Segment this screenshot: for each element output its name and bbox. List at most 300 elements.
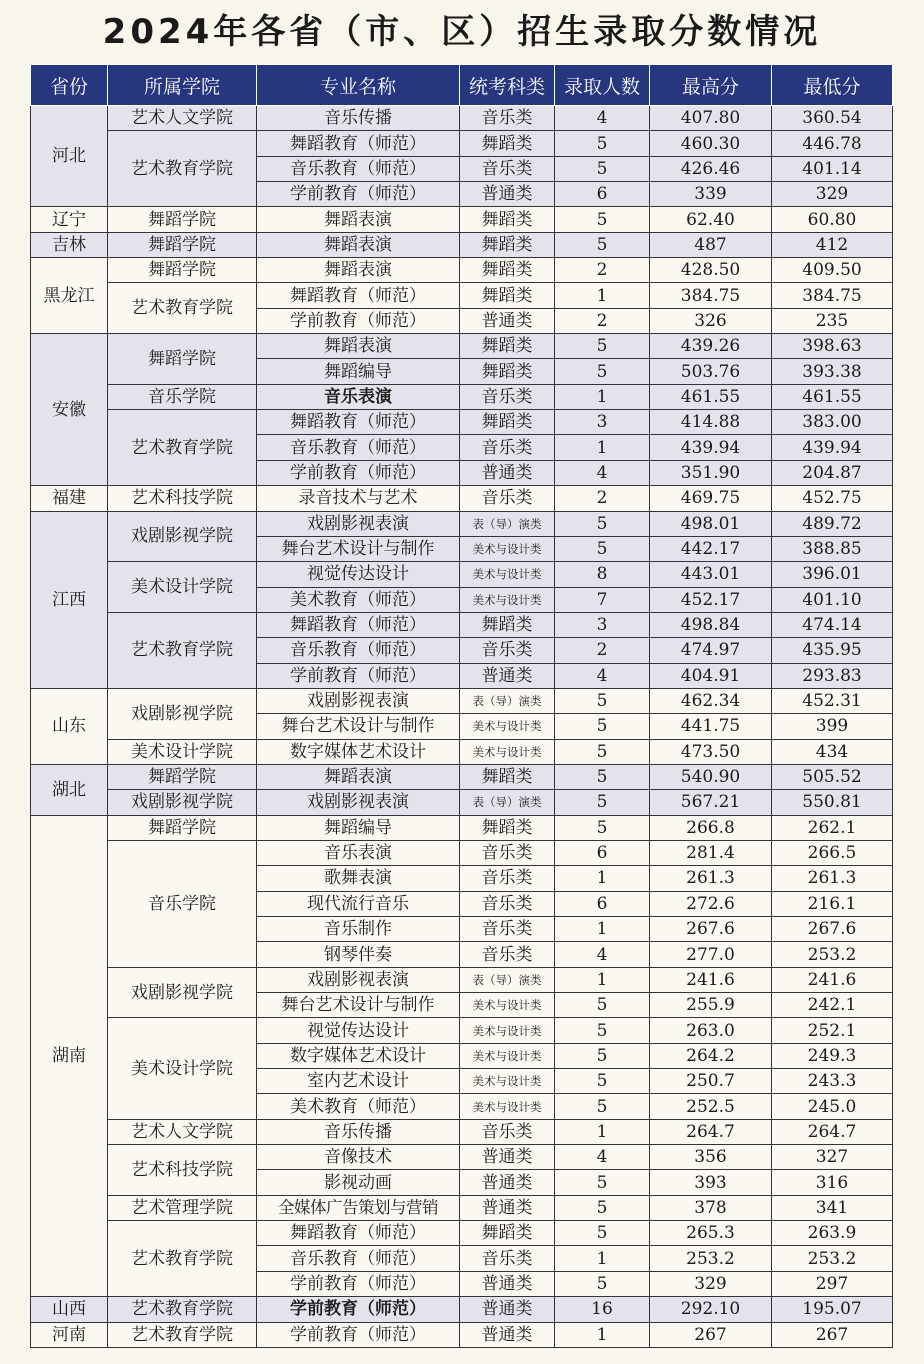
- table-row: [31, 612, 893, 637]
- major-cell: 舞蹈表演: [257, 232, 460, 257]
- max-score-cell: 281.4: [650, 840, 772, 865]
- max-score-cell: 439.94: [650, 435, 772, 460]
- admitted-count-cell: 4: [555, 460, 650, 485]
- college-cell: 舞蹈学院: [108, 258, 257, 283]
- admitted-count-cell: 2: [555, 258, 650, 283]
- max-score-cell: 378: [650, 1195, 772, 1220]
- max-score-cell: 326: [650, 308, 772, 333]
- exam-category-cell: 音乐类: [460, 942, 555, 967]
- min-score-cell: 412: [772, 232, 893, 257]
- max-score-cell: 264.2: [650, 1043, 772, 1068]
- admitted-count-cell: 6: [555, 182, 650, 207]
- table-row: [31, 1018, 893, 1043]
- table-row: [31, 1145, 893, 1170]
- max-score-cell: 393: [650, 1170, 772, 1195]
- min-score-cell: 252.1: [772, 1018, 893, 1043]
- admitted-count-cell: 5: [555, 993, 650, 1018]
- admitted-count-cell: 4: [555, 106, 650, 131]
- province-cell: 安徽: [31, 334, 108, 486]
- table-row: [31, 207, 893, 232]
- exam-category-cell: 舞蹈类: [460, 359, 555, 384]
- major-cell: 音乐表演: [257, 840, 460, 865]
- exam-category-cell: 普通类: [460, 182, 555, 207]
- exam-category-cell: 舞蹈类: [460, 334, 555, 359]
- table-row: [31, 106, 893, 131]
- admitted-count-cell: 5: [555, 1170, 650, 1195]
- max-score-cell: 267.6: [650, 917, 772, 942]
- college-cell: 戏剧影视学院: [108, 967, 257, 1018]
- exam-category-cell: 普通类: [460, 1271, 555, 1296]
- college-cell: 艺术科技学院: [108, 486, 257, 511]
- college-cell: 舞蹈学院: [108, 764, 257, 789]
- major-cell: 视觉传达设计: [257, 1018, 460, 1043]
- admitted-count-cell: 1: [555, 866, 650, 891]
- min-score-cell: 452.31: [772, 688, 893, 713]
- admitted-count-cell: 2: [555, 308, 650, 333]
- table-row: [31, 790, 893, 815]
- major-cell: 影视动画: [257, 1170, 460, 1195]
- max-score-cell: 441.75: [650, 714, 772, 739]
- max-score-cell: 339: [650, 182, 772, 207]
- max-score-cell: 277.0: [650, 942, 772, 967]
- table-row: [31, 562, 893, 587]
- max-score-cell: 452.17: [650, 587, 772, 612]
- min-score-cell: 327: [772, 1145, 893, 1170]
- header-admitted-count: 录取人数: [555, 65, 650, 106]
- exam-category-cell: 音乐类: [460, 638, 555, 663]
- max-score-cell: 292.10: [650, 1297, 772, 1322]
- major-cell: 歌舞表演: [257, 866, 460, 891]
- table-row: [31, 1195, 893, 1220]
- college-cell: 音乐学院: [108, 384, 257, 409]
- major-cell: 学前教育（师范）: [257, 663, 460, 688]
- admitted-count-cell: 4: [555, 663, 650, 688]
- min-score-cell: 261.3: [772, 866, 893, 891]
- max-score-cell: 428.50: [650, 258, 772, 283]
- college-cell: 艺术人文学院: [108, 106, 257, 131]
- admitted-count-cell: 5: [555, 156, 650, 181]
- college-cell: 艺术教育学院: [108, 1322, 257, 1347]
- admitted-count-cell: 5: [555, 1043, 650, 1068]
- admitted-count-cell: 3: [555, 410, 650, 435]
- exam-category-cell: 美术与设计类: [460, 1069, 555, 1094]
- admitted-count-cell: 5: [555, 764, 650, 789]
- major-cell: 舞蹈编导: [257, 815, 460, 840]
- exam-category-cell: 美术与设计类: [460, 1018, 555, 1043]
- table-row: [31, 739, 893, 764]
- min-score-cell: 398.63: [772, 334, 893, 359]
- min-score-cell: 262.1: [772, 815, 893, 840]
- min-score-cell: 243.3: [772, 1069, 893, 1094]
- admitted-count-cell: 5: [555, 131, 650, 156]
- max-score-cell: 442.17: [650, 536, 772, 561]
- college-cell: 艺术科技学院: [108, 1145, 257, 1196]
- province-cell: 山西: [31, 1297, 108, 1322]
- max-score-cell: 329: [650, 1271, 772, 1296]
- min-score-cell: 264.7: [772, 1119, 893, 1144]
- college-cell: 戏剧影视学院: [108, 511, 257, 562]
- exam-category-cell: 音乐类: [460, 384, 555, 409]
- admitted-count-cell: 16: [555, 1297, 650, 1322]
- major-cell: 学前教育（师范）: [257, 460, 460, 485]
- province-cell: 黑龙江: [31, 258, 108, 334]
- admitted-count-cell: 4: [555, 1145, 650, 1170]
- admitted-count-cell: 5: [555, 207, 650, 232]
- college-cell: 艺术教育学院: [108, 131, 257, 207]
- exam-category-cell: 普通类: [460, 1170, 555, 1195]
- exam-category-cell: 美术与设计类: [460, 536, 555, 561]
- max-score-cell: 261.3: [650, 866, 772, 891]
- table-row: [31, 283, 893, 308]
- max-score-cell: 473.50: [650, 739, 772, 764]
- exam-category-cell: 舞蹈类: [460, 410, 555, 435]
- exam-category-cell: 美术与设计类: [460, 1043, 555, 1068]
- exam-category-cell: 表（导）演类: [460, 790, 555, 815]
- major-cell: 学前教育（师范）: [257, 308, 460, 333]
- college-cell: 艺术教育学院: [108, 410, 257, 486]
- major-cell: 舞蹈教育（师范）: [257, 612, 460, 637]
- table-body: [31, 106, 893, 1348]
- max-score-cell: 253.2: [650, 1246, 772, 1271]
- min-score-cell: 263.9: [772, 1221, 893, 1246]
- table-row: [31, 815, 893, 840]
- min-score-cell: 316: [772, 1170, 893, 1195]
- admitted-count-cell: 4: [555, 942, 650, 967]
- province-cell: 湖南: [31, 815, 108, 1297]
- admitted-count-cell: 2: [555, 486, 650, 511]
- exam-category-cell: 美术与设计类: [460, 993, 555, 1018]
- max-score-cell: 266.8: [650, 815, 772, 840]
- exam-category-cell: 普通类: [460, 1195, 555, 1220]
- max-score-cell: 487: [650, 232, 772, 257]
- admitted-count-cell: 8: [555, 562, 650, 587]
- major-cell: 钢琴伴奏: [257, 942, 460, 967]
- college-cell: 音乐学院: [108, 840, 257, 967]
- province-cell: 江西: [31, 511, 108, 688]
- admitted-count-cell: 1: [555, 1119, 650, 1144]
- exam-category-cell: 舞蹈类: [460, 232, 555, 257]
- page-title: 2024年各省（市、区）招生录取分数情况: [102, 12, 822, 52]
- table-row: [31, 334, 893, 359]
- max-score-cell: 461.55: [650, 384, 772, 409]
- max-score-cell: 250.7: [650, 1069, 772, 1094]
- min-score-cell: 505.52: [772, 764, 893, 789]
- college-cell: 舞蹈学院: [108, 207, 257, 232]
- min-score-cell: 384.75: [772, 283, 893, 308]
- admitted-count-cell: 5: [555, 359, 650, 384]
- table-row: [31, 410, 893, 435]
- major-cell: 美术教育（师范）: [257, 1094, 460, 1119]
- min-score-cell: 253.2: [772, 942, 893, 967]
- major-cell: 舞台艺术设计与制作: [257, 714, 460, 739]
- major-cell: 戏剧影视表演: [257, 967, 460, 992]
- min-score-cell: 267.6: [772, 917, 893, 942]
- min-score-cell: 393.38: [772, 359, 893, 384]
- max-score-cell: 498.01: [650, 511, 772, 536]
- min-score-cell: 489.72: [772, 511, 893, 536]
- admitted-count-cell: 5: [555, 815, 650, 840]
- min-score-cell: 399: [772, 714, 893, 739]
- max-score-cell: 356: [650, 1145, 772, 1170]
- max-score-cell: 264.7: [650, 1119, 772, 1144]
- admitted-count-cell: 5: [555, 1094, 650, 1119]
- max-score-cell: 263.0: [650, 1018, 772, 1043]
- max-score-cell: 62.40: [650, 207, 772, 232]
- exam-category-cell: 音乐类: [460, 156, 555, 181]
- admitted-count-cell: 5: [555, 790, 650, 815]
- max-score-cell: 474.97: [650, 638, 772, 663]
- table-row: [31, 131, 893, 156]
- major-cell: 舞台艺术设计与制作: [257, 993, 460, 1018]
- major-cell: 舞蹈表演: [257, 258, 460, 283]
- admitted-count-cell: 5: [555, 1069, 650, 1094]
- min-score-cell: 253.2: [772, 1246, 893, 1271]
- min-score-cell: 297: [772, 1271, 893, 1296]
- max-score-cell: 460.30: [650, 131, 772, 156]
- college-cell: 舞蹈学院: [108, 232, 257, 257]
- admitted-count-cell: 5: [555, 688, 650, 713]
- exam-category-cell: 舞蹈类: [460, 207, 555, 232]
- admitted-count-cell: 1: [555, 283, 650, 308]
- min-score-cell: 388.85: [772, 536, 893, 561]
- exam-category-cell: 表（导）演类: [460, 511, 555, 536]
- min-score-cell: 550.81: [772, 790, 893, 815]
- max-score-cell: 414.88: [650, 410, 772, 435]
- college-cell: 舞蹈学院: [108, 334, 257, 385]
- exam-category-cell: 普通类: [460, 460, 555, 485]
- exam-category-cell: 表（导）演类: [460, 967, 555, 992]
- max-score-cell: 252.5: [650, 1094, 772, 1119]
- college-cell: 艺术教育学院: [108, 612, 257, 688]
- exam-category-cell: 美术与设计类: [460, 1094, 555, 1119]
- min-score-cell: 409.50: [772, 258, 893, 283]
- admission-score-table: [30, 64, 893, 1348]
- min-score-cell: 329: [772, 182, 893, 207]
- min-score-cell: 216.1: [772, 891, 893, 916]
- major-cell: 舞蹈表演: [257, 207, 460, 232]
- max-score-cell: 404.91: [650, 663, 772, 688]
- header-min-score: 最低分: [772, 65, 893, 106]
- admitted-count-cell: 5: [555, 232, 650, 257]
- exam-category-cell: 舞蹈类: [460, 258, 555, 283]
- min-score-cell: 293.83: [772, 663, 893, 688]
- table-row: [31, 688, 893, 713]
- min-score-cell: 435.95: [772, 638, 893, 663]
- exam-category-cell: 普通类: [460, 1297, 555, 1322]
- college-cell: 美术设计学院: [108, 562, 257, 613]
- max-score-cell: 462.34: [650, 688, 772, 713]
- major-cell: 室内艺术设计: [257, 1069, 460, 1094]
- major-cell: 舞蹈表演: [257, 764, 460, 789]
- admitted-count-cell: 6: [555, 840, 650, 865]
- admitted-count-cell: 5: [555, 1195, 650, 1220]
- province-cell: 福建: [31, 486, 108, 511]
- exam-category-cell: 美术与设计类: [460, 587, 555, 612]
- table-row: [31, 1119, 893, 1144]
- min-score-cell: 396.01: [772, 562, 893, 587]
- major-cell: 舞蹈教育（师范）: [257, 131, 460, 156]
- admitted-count-cell: 7: [555, 587, 650, 612]
- admitted-count-cell: 1: [555, 967, 650, 992]
- exam-category-cell: 普通类: [460, 1322, 555, 1347]
- major-cell: 音乐传播: [257, 1119, 460, 1144]
- exam-category-cell: 音乐类: [460, 435, 555, 460]
- max-score-cell: 567.21: [650, 790, 772, 815]
- min-score-cell: 461.55: [772, 384, 893, 409]
- exam-category-cell: 音乐类: [460, 891, 555, 916]
- header-province: 省份: [31, 65, 108, 106]
- college-cell: 舞蹈学院: [108, 815, 257, 840]
- exam-category-cell: 舞蹈类: [460, 612, 555, 637]
- admitted-count-cell: 5: [555, 1221, 650, 1246]
- min-score-cell: 383.00: [772, 410, 893, 435]
- min-score-cell: 266.5: [772, 840, 893, 865]
- college-cell: 艺术教育学院: [108, 283, 257, 334]
- major-cell: 舞蹈教育（师范）: [257, 283, 460, 308]
- table-row: [31, 967, 893, 992]
- min-score-cell: 434: [772, 739, 893, 764]
- exam-category-cell: 音乐类: [460, 106, 555, 131]
- max-score-cell: 272.6: [650, 891, 772, 916]
- header-college: 所属学院: [108, 65, 257, 106]
- exam-category-cell: 舞蹈类: [460, 764, 555, 789]
- min-score-cell: 341: [772, 1195, 893, 1220]
- major-cell: 全媒体广告策划与营销: [257, 1195, 460, 1220]
- exam-category-cell: 普通类: [460, 663, 555, 688]
- table-row: [31, 258, 893, 283]
- max-score-cell: 407.80: [650, 106, 772, 131]
- table-header-row: [31, 65, 893, 106]
- table-row: [31, 232, 893, 257]
- max-score-cell: 443.01: [650, 562, 772, 587]
- max-score-cell: 255.9: [650, 993, 772, 1018]
- province-cell: 山东: [31, 688, 108, 764]
- min-score-cell: 249.3: [772, 1043, 893, 1068]
- major-cell: 学前教育（师范）: [257, 1271, 460, 1296]
- major-cell: 数字媒体艺术设计: [257, 1043, 460, 1068]
- header-max-score: 最高分: [650, 65, 772, 106]
- major-cell: 数字媒体艺术设计: [257, 739, 460, 764]
- min-score-cell: 60.80: [772, 207, 893, 232]
- major-cell: 学前教育（师范）: [257, 1297, 460, 1322]
- major-cell: 录音技术与艺术: [257, 486, 460, 511]
- min-score-cell: 439.94: [772, 435, 893, 460]
- max-score-cell: 384.75: [650, 283, 772, 308]
- college-cell: 美术设计学院: [108, 1018, 257, 1119]
- admitted-count-cell: 5: [555, 714, 650, 739]
- header-exam-category: 统考科类: [460, 65, 555, 106]
- province-cell: 辽宁: [31, 207, 108, 232]
- major-cell: 舞蹈表演: [257, 334, 460, 359]
- admitted-count-cell: 5: [555, 536, 650, 561]
- min-score-cell: 195.07: [772, 1297, 893, 1322]
- table-row: [31, 384, 893, 409]
- exam-category-cell: 表（导）演类: [460, 688, 555, 713]
- major-cell: 音乐表演: [257, 384, 460, 409]
- admitted-count-cell: 1: [555, 1322, 650, 1347]
- college-cell: 戏剧影视学院: [108, 688, 257, 739]
- min-score-cell: 360.54: [772, 106, 893, 131]
- exam-category-cell: 音乐类: [460, 840, 555, 865]
- college-cell: 戏剧影视学院: [108, 790, 257, 815]
- admitted-count-cell: 5: [555, 739, 650, 764]
- table-row: [31, 511, 893, 536]
- table-row: [31, 764, 893, 789]
- college-cell: 艺术教育学院: [108, 1297, 257, 1322]
- exam-category-cell: 美术与设计类: [460, 562, 555, 587]
- min-score-cell: 267: [772, 1322, 893, 1347]
- major-cell: 美术教育（师范）: [257, 587, 460, 612]
- admitted-count-cell: 1: [555, 917, 650, 942]
- exam-category-cell: 音乐类: [460, 1119, 555, 1144]
- province-cell: 吉林: [31, 232, 108, 257]
- max-score-cell: 241.6: [650, 967, 772, 992]
- major-cell: 视觉传达设计: [257, 562, 460, 587]
- admitted-count-cell: 1: [555, 435, 650, 460]
- exam-category-cell: 舞蹈类: [460, 1221, 555, 1246]
- college-cell: 美术设计学院: [108, 739, 257, 764]
- min-score-cell: 245.0: [772, 1094, 893, 1119]
- major-cell: 舞蹈教育（师范）: [257, 1221, 460, 1246]
- table-row: [31, 840, 893, 865]
- exam-category-cell: 普通类: [460, 308, 555, 333]
- major-cell: 舞蹈教育（师范）: [257, 410, 460, 435]
- max-score-cell: 351.90: [650, 460, 772, 485]
- max-score-cell: 439.26: [650, 334, 772, 359]
- table-row: [31, 1322, 893, 1347]
- admitted-count-cell: 5: [555, 334, 650, 359]
- exam-category-cell: 音乐类: [460, 866, 555, 891]
- admitted-count-cell: 6: [555, 891, 650, 916]
- max-score-cell: 265.3: [650, 1221, 772, 1246]
- exam-category-cell: 普通类: [460, 1145, 555, 1170]
- max-score-cell: 503.76: [650, 359, 772, 384]
- admitted-count-cell: 1: [555, 384, 650, 409]
- major-cell: 学前教育（师范）: [257, 1322, 460, 1347]
- admitted-count-cell: 5: [555, 1271, 650, 1296]
- major-cell: 音乐教育（师范）: [257, 435, 460, 460]
- min-score-cell: 235: [772, 308, 893, 333]
- exam-category-cell: 音乐类: [460, 1246, 555, 1271]
- major-cell: 音乐制作: [257, 917, 460, 942]
- major-cell: 音乐教育（师范）: [257, 156, 460, 181]
- admitted-count-cell: 3: [555, 612, 650, 637]
- max-score-cell: 498.84: [650, 612, 772, 637]
- min-score-cell: 474.14: [772, 612, 893, 637]
- min-score-cell: 242.1: [772, 993, 893, 1018]
- min-score-cell: 446.78: [772, 131, 893, 156]
- province-cell: 河南: [31, 1322, 108, 1347]
- min-score-cell: 401.10: [772, 587, 893, 612]
- major-cell: 舞蹈编导: [257, 359, 460, 384]
- max-score-cell: 540.90: [650, 764, 772, 789]
- admitted-count-cell: 1: [555, 1246, 650, 1271]
- major-cell: 学前教育（师范）: [257, 182, 460, 207]
- college-cell: 艺术人文学院: [108, 1119, 257, 1144]
- college-cell: 艺术管理学院: [108, 1195, 257, 1220]
- exam-category-cell: 舞蹈类: [460, 815, 555, 840]
- major-cell: 音乐传播: [257, 106, 460, 131]
- exam-category-cell: 音乐类: [460, 486, 555, 511]
- min-score-cell: 452.75: [772, 486, 893, 511]
- college-cell: 艺术教育学院: [108, 1221, 257, 1297]
- major-cell: 戏剧影视表演: [257, 688, 460, 713]
- min-score-cell: 204.87: [772, 460, 893, 485]
- header-major: 专业名称: [257, 65, 460, 106]
- exam-category-cell: 舞蹈类: [460, 131, 555, 156]
- major-cell: 现代流行音乐: [257, 891, 460, 916]
- exam-category-cell: 音乐类: [460, 917, 555, 942]
